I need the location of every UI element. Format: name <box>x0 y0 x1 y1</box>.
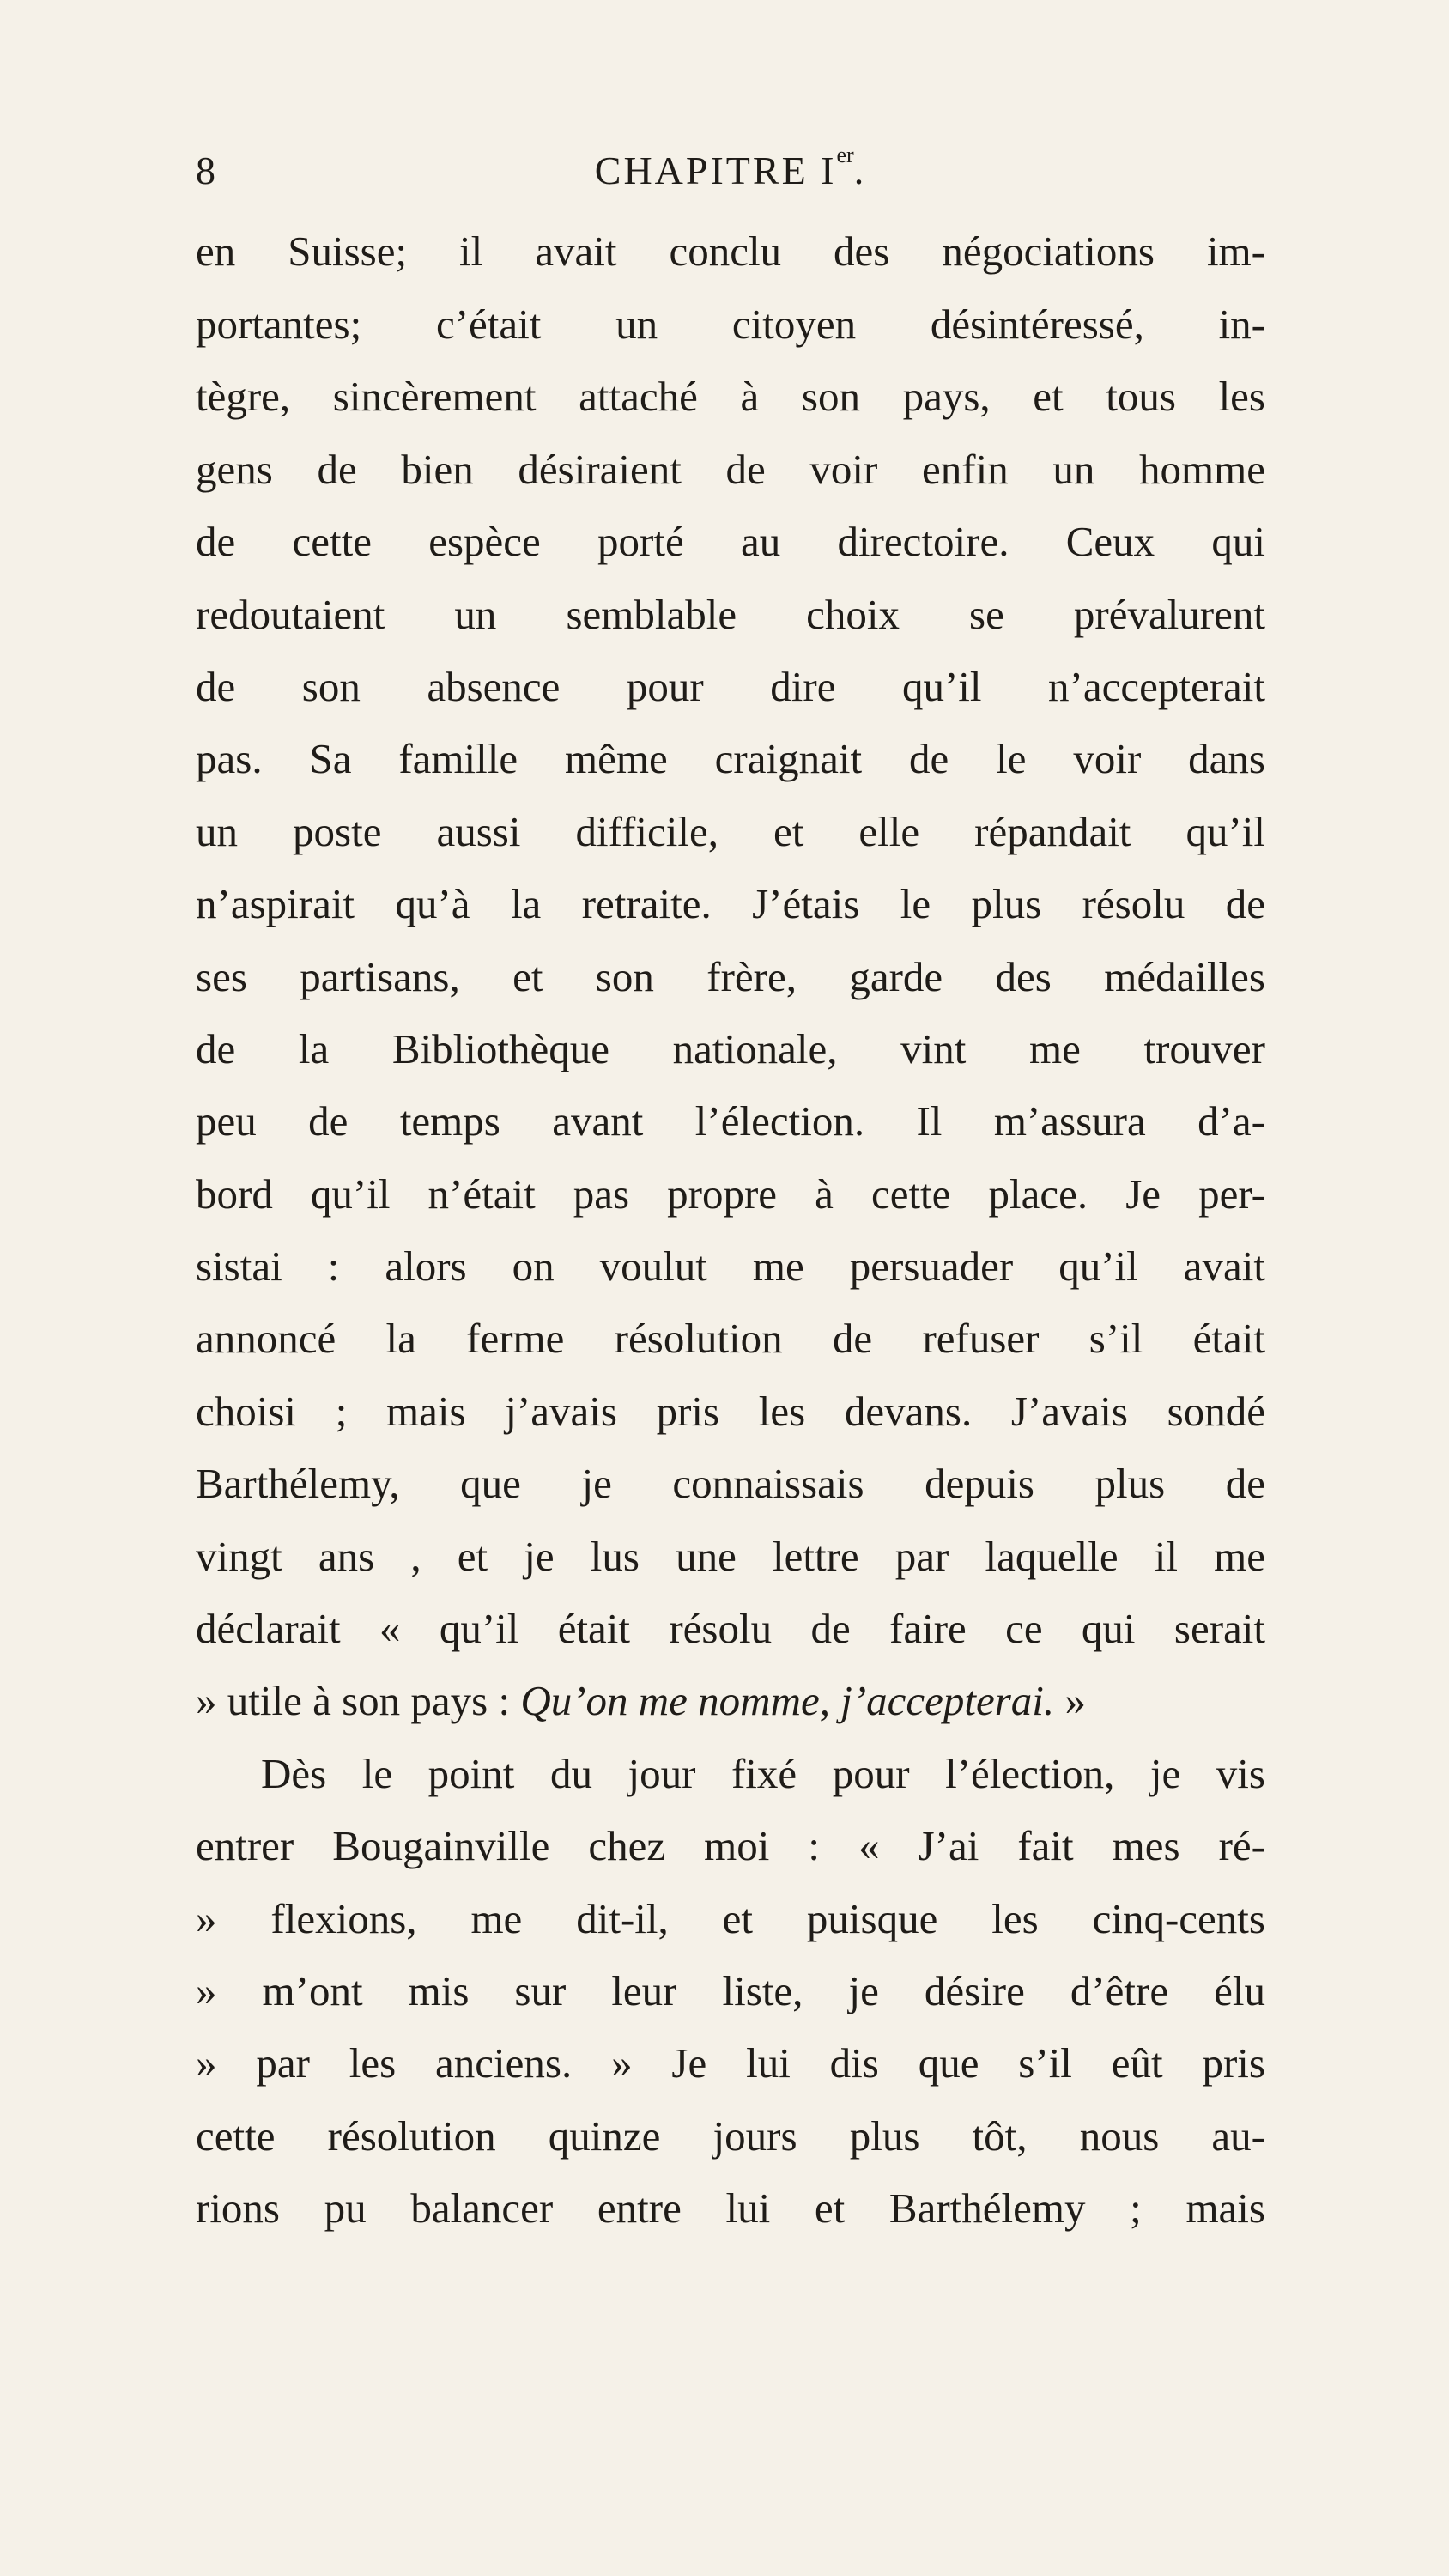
text-line: choisi ; mais j’avais pris les devans. J’avais sondé <box>196 1387 1265 1435</box>
text-line: pas. Sa famille même craignait de le voir dans <box>196 735 1265 783</box>
body-text <box>196 215 1265 2245</box>
text-line: de la Bibliothèque nationale, vint me trouver <box>196 1024 1265 1072</box>
text-line: de cette espèce porté au directoire. Ceux qui <box>196 518 1265 566</box>
text-line: un poste aussi difficile, et elle répandait qu’il <box>196 807 1265 855</box>
quote-text: » utile à son pays : <box>196 1677 521 1725</box>
text-line: entrer Bougainville chez moi : « J’ai fait mes ré- <box>196 1822 1265 1870</box>
text-line: sistai : alors on voulut me persuader qu’il avait <box>196 1242 1265 1291</box>
text-line: tègre, sincèrement attaché à son pays, et tous les <box>196 373 1265 421</box>
running-head-superscript: er <box>836 143 854 167</box>
text-line: redoutaient un semblable choix se prévalurent <box>196 590 1265 638</box>
running-head <box>196 143 1265 193</box>
text-line: Barthélemy, que je connaissais depuis plus de <box>196 1460 1265 1508</box>
text-line: bord qu’il n’était pas propre à cette place. Je per- <box>196 1170 1265 1218</box>
text-line-quote-end <box>196 1665 1265 1737</box>
page-header <box>196 143 1265 208</box>
text-line: de son absence pour dire qu’il n’accepterait <box>196 662 1265 710</box>
text-line: gens de bien désiraient de voir enfin un homme <box>196 445 1265 493</box>
text-line: portantes; c’était un citoyen désintéressé, in- <box>196 301 1265 348</box>
text-line: annoncé la ferme résolution de refuser s’il était <box>196 1315 1265 1363</box>
text-line: » par les anciens. » Je lui dis que s’il eût pris <box>196 2039 1265 2087</box>
text-line: peu de temps avant l’élection. Il m’assura d’a- <box>196 1097 1265 1145</box>
page-number: 8 <box>196 149 216 192</box>
text-line: » flexions, me dit-il, et puisque les cinq-cents <box>196 1894 1265 1942</box>
text-line: déclarait « qu’il était résolu de faire ce qui serait <box>196 1605 1265 1653</box>
text-line: » m’ont mis sur leur liste, je désire d’être élu <box>196 1966 1265 2014</box>
quote-close: » <box>1054 1677 1086 1725</box>
text-line: cette résolution quinze jours plus tôt, nous au- <box>196 2111 1265 2160</box>
paragraph-start-line: Dès le point du jour fixé pour l’élection, je vis <box>261 1749 1265 1797</box>
text-line: rions pu balancer entre lui et Barthélemy ; mais <box>196 2184 1265 2233</box>
text-line: ses partisans, et son frère, garde des médailles <box>196 952 1265 1000</box>
text-line: vingt ans , et je lus une lettre par laquelle il me <box>196 1532 1265 1580</box>
text-line: n’aspirait qu’à la retraite. J’étais le plus résolu de <box>196 880 1265 928</box>
italic-quote: Qu’on me nomme, j’accepterai. <box>520 1677 1055 1725</box>
running-head-period: . <box>853 149 867 192</box>
text-line: en Suisse; il avait conclu des négociations im- <box>196 228 1265 275</box>
running-head-title: CHAPITRE I <box>594 149 837 192</box>
